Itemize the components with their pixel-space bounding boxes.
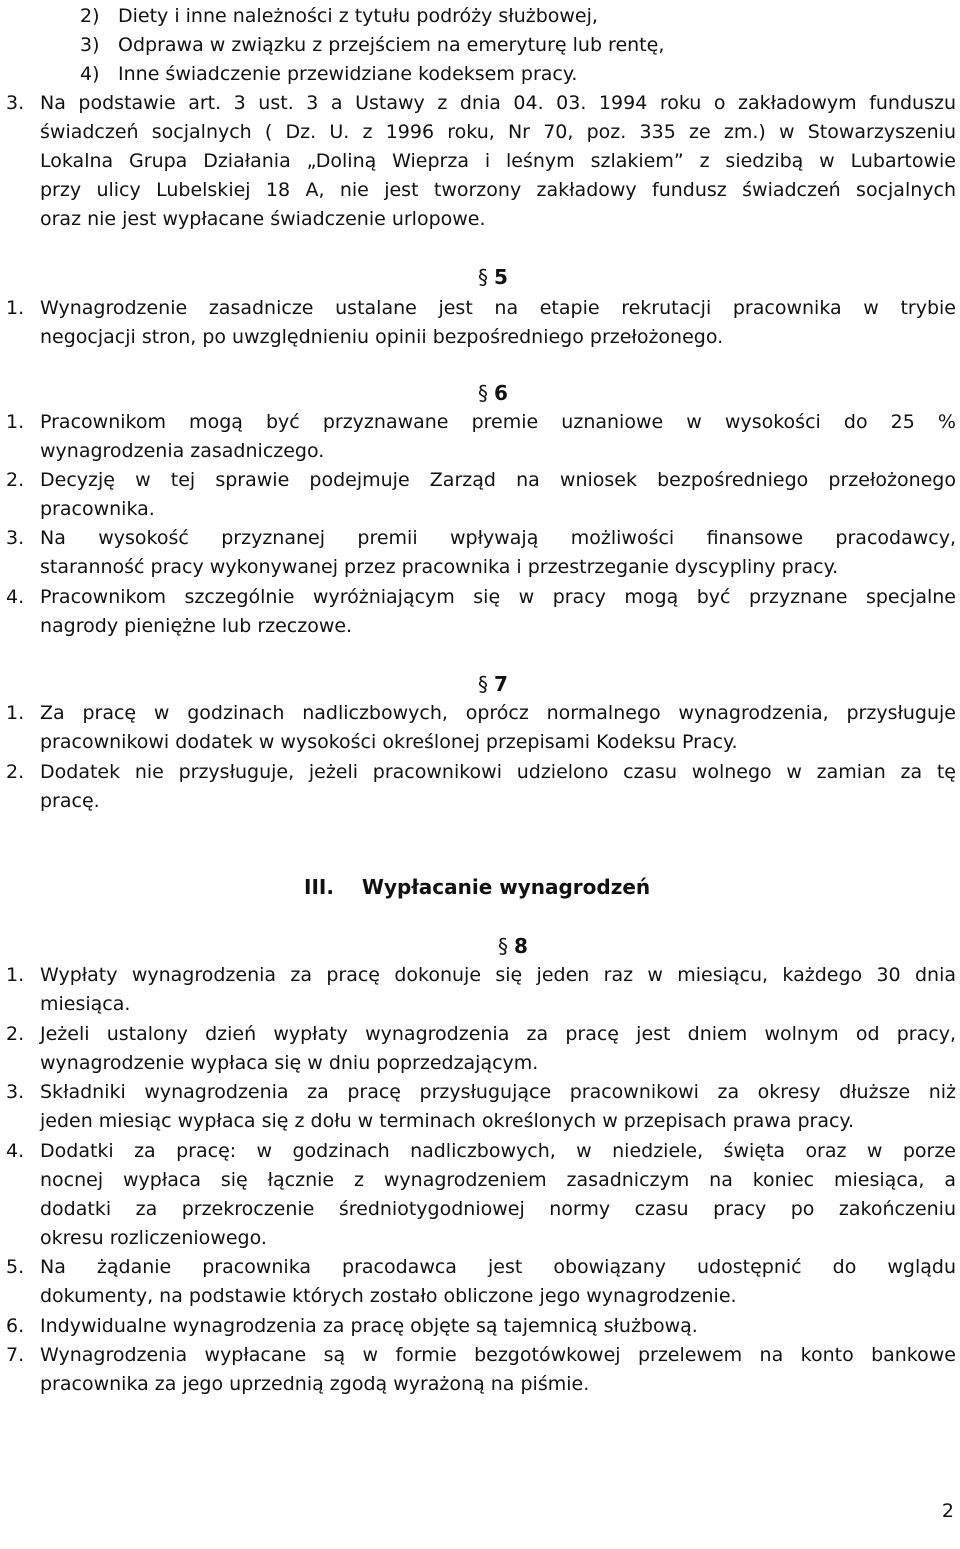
paragraph-line: Indywidualne wynagrodzenia za pracę objęte są tajemnicą służbową. (40, 1315, 698, 1337)
list-item-number: 3. (6, 527, 25, 549)
paragraph-line: Lokalna Grupa Działania „Doliną Wieprza i leśnym szlakiem” z siedzibą w Lubartowie (40, 150, 956, 172)
list-item-number: 1. (6, 964, 25, 986)
paragraph-line: przy ulicy Lubelskiej 18 A, nie jest tworzony zakładowy fundusz świadczeń socjalnych (40, 179, 956, 201)
section-symbol: § (478, 265, 488, 289)
paragraph-line: Składniki wynagrodzenia za pracę przysługujące pracownikowi za okresy dłuższe niż (40, 1081, 956, 1103)
chapter-number: III. (304, 875, 334, 899)
list-item-number: 5. (6, 1256, 25, 1278)
paragraph-line: pracownikowi dodatek w wysokości określonej przepisami Kodeksu Pracy. (40, 731, 738, 753)
paragraph-line: Dodatki za pracę: w godzinach nadliczbowych, w niedziele, święta oraz w porze (40, 1140, 956, 1162)
section-symbol: § (498, 934, 508, 958)
section-number: 5 (494, 265, 508, 289)
list-item-number: 1. (6, 411, 25, 433)
paragraph-line: pracę. (40, 790, 100, 812)
list-item-number: 7. (6, 1344, 25, 1366)
section-heading-6 (478, 379, 508, 408)
list-item-text: Diety i inne należności z tytułu podróży służbowej, (118, 5, 598, 27)
paragraph-line: pracownika. (40, 498, 155, 520)
paragraph-line: Na wysokość przyznanej premii wpływają możliwości finansowe pracodawcy, (40, 527, 956, 549)
list-item-number: 2. (6, 469, 25, 491)
paragraph-line: Dodatek nie przysługuje, jeżeli pracownikowi udzielono czasu wolnego w zamian za tę (40, 761, 956, 783)
paragraph-line: Pracownikom szczególnie wyróżniającym się w pracy mogą być przyznane specjalne (40, 586, 956, 608)
paragraph-line: staranność pracy wykonywanej przez pracownika i przestrzeganie dyscypliny pracy. (40, 556, 839, 578)
paragraph-line: wynagrodzenie wypłaca się w dniu poprzedzającym. (40, 1052, 539, 1074)
paragraph-line: jeden miesiąc wypłaca się z dołu w terminach określonych w przepisach prawa pracy. (40, 1110, 855, 1132)
section-symbol: § (478, 672, 488, 696)
paragraph-line: Za pracę w godzinach nadliczbowych, oprócz normalnego wynagrodzenia, przysługuje (40, 702, 956, 724)
paragraph-line: miesiąca. (40, 993, 131, 1015)
list-item-number: 2. (6, 761, 25, 783)
page-number: 2 (941, 1500, 954, 1522)
paragraph-line: dodatki za przekroczenie średniotygodniowej normy czasu pracy po zakończeniu (40, 1198, 956, 1220)
paragraph-line: pracownika za jego uprzednią zgodą wyrażoną na piśmie. (40, 1373, 590, 1395)
list-item-number: 3) (80, 34, 100, 56)
paragraph-line: Na podstawie art. 3 ust. 3 a Ustawy z dnia 04. 03. 1994 roku o zakładowym funduszu (40, 92, 956, 114)
chapter-heading (304, 873, 650, 902)
list-item-number: 3. (6, 1081, 25, 1103)
list-item-number: 1. (6, 297, 25, 319)
section-heading-8 (498, 932, 528, 961)
section-number: 8 (514, 934, 528, 958)
paragraph-line: Wynagrodzenie zasadnicze ustalane jest na etapie rekrutacji pracownika w trybie (40, 297, 956, 319)
paragraph-line: nagrody pieniężne lub rzeczowe. (40, 615, 353, 637)
list-item-number: 4. (6, 1140, 25, 1162)
paragraph-line: Wynagrodzenia wypłacane są w formie bezgotówkowej przelewem na konto bankowe (40, 1344, 956, 1366)
paragraph-line: oraz nie jest wypłacane świadczenie urlopowe. (40, 208, 486, 230)
list-item-number: 4) (80, 63, 100, 85)
list-item-text: Odprawa w związku z przejściem na emeryturę lub rentę, (118, 34, 665, 56)
list-item-text: Inne świadczenie przewidziane kodeksem pracy. (118, 63, 578, 85)
paragraph-line: okresu rozliczeniowego. (40, 1227, 267, 1249)
list-item-number: 2. (6, 1023, 25, 1045)
section-heading-7 (478, 670, 508, 699)
paragraph-line: wynagrodzenia zasadniczego. (40, 440, 325, 462)
section-heading-5 (478, 263, 508, 292)
paragraph-line: Wypłaty wynagrodzenia za pracę dokonuje się jeden raz w miesiącu, każdego 30 dnia (40, 964, 956, 986)
paragraph-line: Na żądanie pracownika pracodawca jest obowiązany udostępnić do wglądu (40, 1256, 956, 1278)
list-item-number: 2) (80, 5, 100, 27)
section-number: 7 (494, 672, 508, 696)
list-item-number: 1. (6, 702, 25, 724)
chapter-title: Wypłacanie wynagrodzeń (361, 875, 651, 899)
paragraph-line: Pracownikom mogą być przyznawane premie uznaniowe w wysokości do 25 % (40, 411, 956, 433)
list-item-number: 4. (6, 586, 25, 608)
section-symbol: § (478, 381, 488, 405)
paragraph-line: Decyzję w tej sprawie podejmuje Zarząd na wniosek bezpośredniego przełożonego (40, 469, 956, 491)
paragraph-line: świadczeń socjalnych ( Dz. U. z 1996 roku, Nr 70, poz. 335 ze zm.) w Stowarzyszeniu (40, 121, 956, 143)
paragraph-line: nocnej wypłaca się łącznie z wynagrodzeniem zasadniczym na koniec miesiąca, a (40, 1169, 956, 1191)
list-item-number: 6. (6, 1315, 25, 1337)
list-item-number: 3. (6, 92, 25, 114)
paragraph-line: Jeżeli ustalony dzień wypłaty wynagrodzenia za pracę jest dniem wolnym od pracy, (40, 1023, 956, 1045)
paragraph-line: dokumenty, na podstawie których zostało obliczone jego wynagrodzenie. (40, 1285, 737, 1307)
paragraph-line: negocjacji stron, po uwzględnieniu opinii bezpośredniego przełożonego. (40, 326, 724, 348)
section-number: 6 (494, 381, 508, 405)
